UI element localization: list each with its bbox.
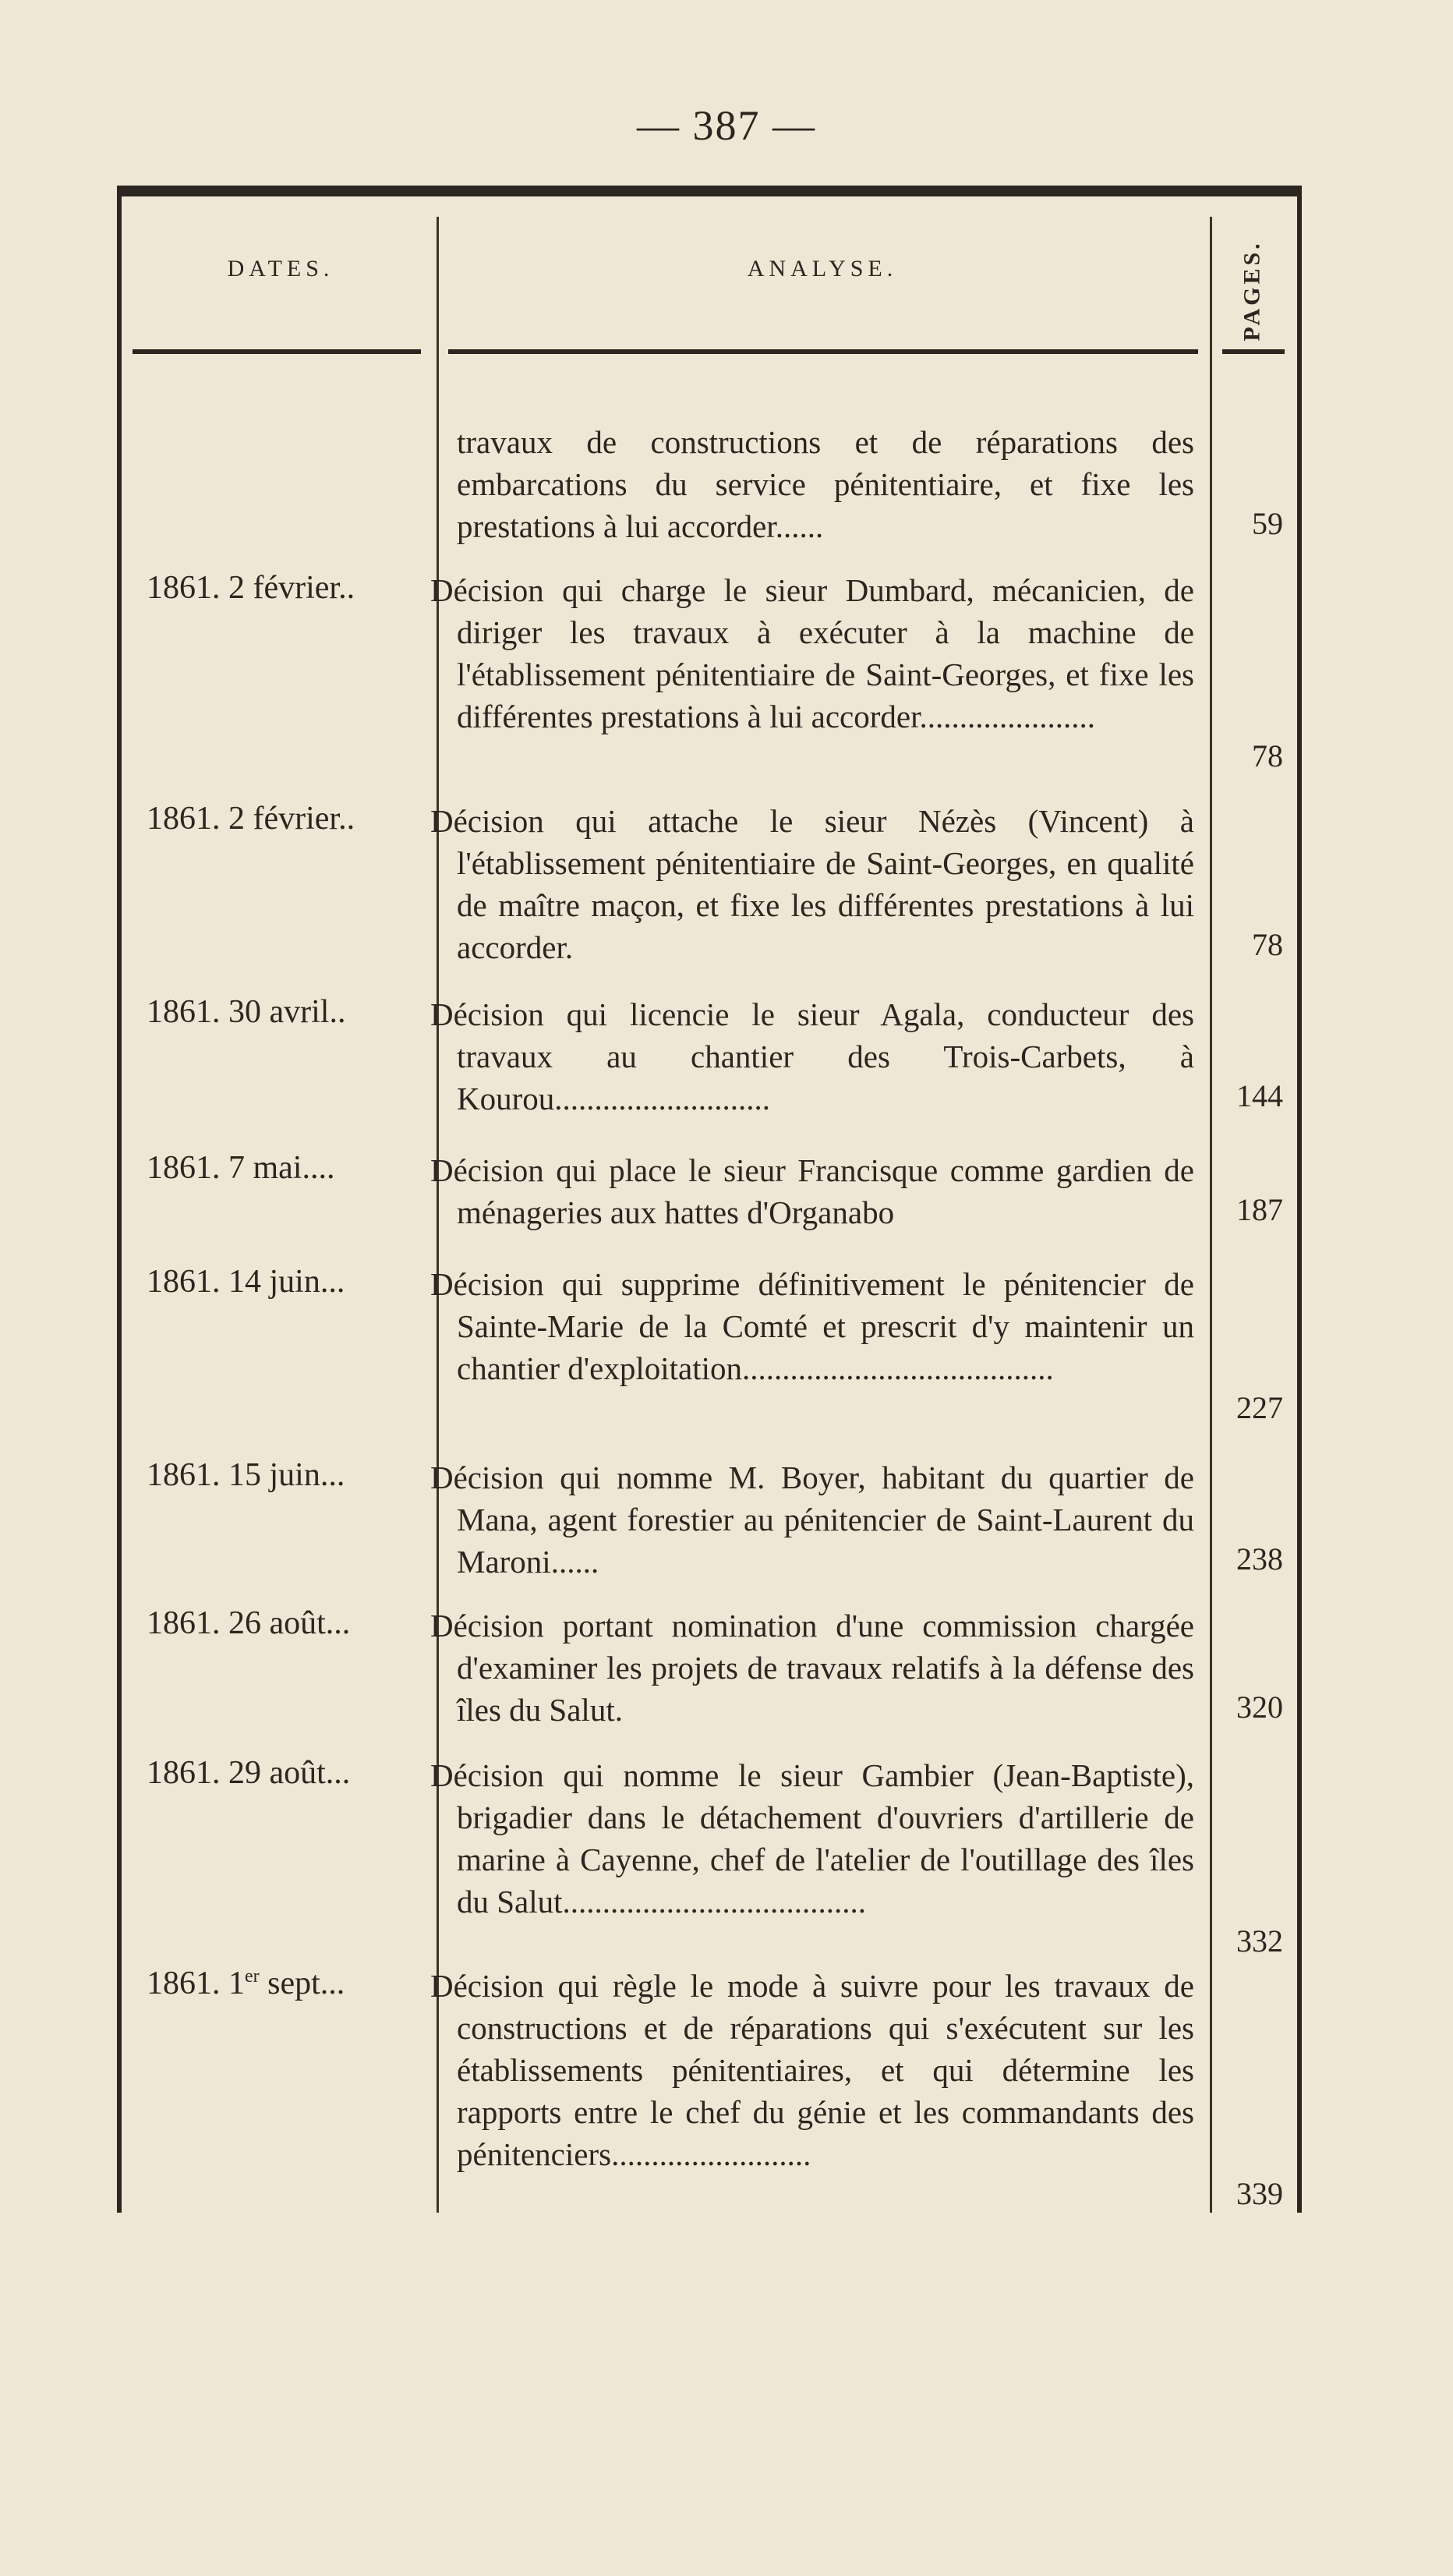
entry-page: 78 <box>1252 927 1283 962</box>
column-divider-pages <box>1210 217 1212 2213</box>
header-rule-analyse <box>448 349 1198 354</box>
header-rule-dates <box>133 349 421 354</box>
entry-analysis: Décision qui charge le sieur Dumbard, mécanicien, de diriger les travaux à exécuter à la machine de l'établissement pénitentiaire de Saint-Georges, et fixe les différentes prestations à lui accorder...................... <box>430 572 1194 734</box>
entry-page: 332 <box>1236 1923 1283 1959</box>
entry-date: 1861. 29 août... <box>147 1755 351 1791</box>
table-top-rule <box>117 186 1302 196</box>
column-header-pages-label: PAGES. <box>1239 240 1266 341</box>
entry-date: 1861. 7 mai.... <box>147 1150 335 1186</box>
table-left-border <box>117 186 122 2213</box>
page-number: — 387 — <box>637 102 816 149</box>
entry-date: 1861. 2 février.. <box>147 570 355 606</box>
entry-date: 1861. 26 août... <box>147 1605 351 1641</box>
entry-analysis: Décision qui nomme M. Boyer, habitant du quartier de Mana, agent forestier au pénitencier de Saint-Laurent du Maroni...... <box>430 1460 1194 1580</box>
entry-page: 187 <box>1236 1192 1283 1227</box>
entry-page: 227 <box>1236 1390 1283 1425</box>
entry-analysis: Décision qui attache le sieur Nézès (Vincent) à l'établissement pénitentiaire de Saint-Georges, en qualité de maître maçon, et fixe les différentes prestations à lui accorder. <box>430 803 1194 965</box>
entry-analysis: Décision qui licencie le sieur Agala, conducteur des travaux au chantier des Trois-Carbets, à Kourou........................... <box>430 996 1194 1116</box>
column-header-dates: DATES. <box>227 256 334 281</box>
entry-page: 59 <box>1252 506 1283 541</box>
entry-date: 1861. 1er sept... <box>147 1966 345 2001</box>
entry-page: 339 <box>1236 2176 1283 2211</box>
entry-analysis: travaux de constructions et de réparations des embarcations du service pénitentiaire, et fixe les prestations à lui accorder...... <box>457 424 1194 544</box>
entry-analysis: Décision qui supprime définitivement le pénitencier de Sainte-Marie de la Comté et prescrit d'y maintenir un chantier d'exploitation....................................... <box>430 1266 1194 1386</box>
entry-date: 1861. 15 juin... <box>147 1457 345 1493</box>
entry-date: 1861. 2 février.. <box>147 801 355 837</box>
entry-page: 320 <box>1236 1690 1283 1725</box>
entry-analysis: Décision portant nomination d'une commission chargée d'examiner les projets de travaux relatifs à la défense des îles du Salut. <box>430 1608 1194 1728</box>
header-rule-pages <box>1222 349 1285 354</box>
column-header-analyse: ANALYSE. <box>747 256 898 281</box>
entry-analysis: Décision qui place le sieur Francisque comme gardien de ménageries aux hattes d'Organabo <box>430 1152 1194 1230</box>
entry-analysis: Décision qui règle le mode à suivre pour les travaux de constructions et de réparations qui s'exécutent sur les établissements pénitentiaires, et qui détermine les rapports entre le chef du génie et les commandants des pénitenciers......................... <box>430 1968 1194 2172</box>
entry-page: 144 <box>1236 1078 1283 1113</box>
column-header-pages <box>1218 232 1288 349</box>
entry-date: 1861. 30 avril.. <box>147 994 346 1030</box>
entry-date: 1861. 14 juin... <box>147 1264 345 1300</box>
table-right-border <box>1297 186 1302 2213</box>
entry-page: 78 <box>1252 738 1283 773</box>
entry-analysis: Décision qui nomme le sieur Gambier (Jean-Baptiste), brigadier dans le détachement d'ouvriers d'artillerie de marine à Cayenne, chef de l'atelier de l'outillage des îles du Salut...................................... <box>430 1757 1194 1920</box>
register-table <box>117 186 1302 2213</box>
entry-page: 238 <box>1236 1541 1283 1576</box>
